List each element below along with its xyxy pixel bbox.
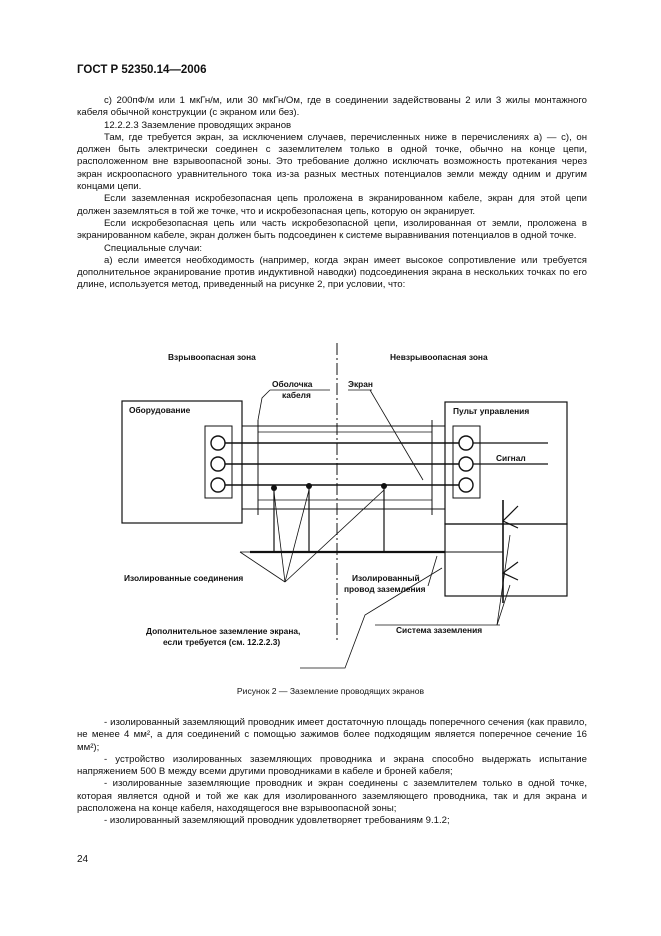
cable-sheath-label-1: Оболочка: [272, 379, 313, 389]
section-heading: 12.2.2.3 Заземление проводящих экранов: [104, 119, 292, 131]
insulated-wire-label-1: Изолированный: [352, 573, 420, 583]
cable-sheath-label-2: кабеля: [282, 390, 311, 400]
shield-label: Экран: [348, 379, 373, 389]
terminal: [211, 436, 225, 450]
paragraph: а) если имеется необходимость (например, когда экран имеет высокое сопротивление или требуется дополнительное экранирование против индуктивной наводки) подсоединения экрана в нескольких точках по его длине, используется метод, приведенный на рисунке 2, при условии, что:: [77, 254, 587, 291]
zone-hazardous-label: Взрывоопасная зона: [168, 352, 256, 362]
insulated-wire-label-2: провод заземления: [344, 584, 426, 594]
extra-grounding-label-1: Дополнительное заземление экрана,: [146, 626, 301, 636]
insulated-connections-label: Изолированные соединения: [124, 573, 244, 583]
list-item: - изолированный заземляющий проводник удовлетворяет требованиям 9.1.2;: [104, 815, 450, 827]
page-number: 24: [77, 854, 89, 865]
paragraph: Если искробезопасная цепь или часть искробезопасной цепи, изолированная от земли, проложена в экранированном кабеле, экран должен быть подсоединен к системе выравнивания потенциалов в одной точке.: [77, 217, 587, 242]
paragraph: с) 200пФ/м или 1 мкГн/м, или 30 мкГн/Ом, где в соединении задействованы 2 или 3 жилы монтажного кабеля обычной конструкции (с экраном или без).: [77, 95, 587, 119]
equipment-label: Оборудование: [129, 405, 191, 415]
list-item: - изолированный заземляющий проводник имеет достаточную площадь поперечного сечения (как правило, не менее 4 мм², а для соединений с помощью зажимов более подходящим является поперечное сечение 16 мм²);: [77, 717, 587, 753]
terminal: [211, 457, 225, 471]
control-panel-label: Пульт управления: [453, 406, 530, 416]
grounding-system-label: Система заземления: [396, 625, 483, 635]
list-item: - изолированные заземляющие проводник и экран соединены с заземлителем только в одной точке, которая является одной и той же как для изолированного заземляющего проводника, так и для экрана и расположена на конце кабеля, находящегося вне взрывоопасной зоны;: [77, 778, 587, 815]
paragraph: Если заземленная искробезопасная цепь проложена в экранированном кабеле, экран для этой цепи должен заземляться в той же точке, что и искробезопасная цепь, которую он экранирует.: [77, 193, 587, 217]
terminal: [459, 457, 473, 471]
terminal: [459, 478, 473, 492]
equipment-terminal-block: [205, 426, 232, 498]
terminal: [459, 436, 473, 450]
extra-grounding-label-2: если требуется (см. 12.2.2.3): [163, 637, 281, 647]
document-header: ГОСТ Р 52350.14—2006: [77, 64, 207, 76]
terminal: [211, 478, 225, 492]
list-item: - устройство изолированных заземляющих проводника и экрана способно выдержать испытание напряжением 500 В между всеми другими проводниками в кабеле и броней кабеля;: [77, 753, 587, 778]
signal-label: Сигнал: [496, 453, 526, 463]
figure-caption: Рисунок 2 — Заземление проводящих экранов: [236, 686, 425, 696]
paragraph: Специальные случаи:: [104, 242, 202, 254]
control-panel-box: [445, 402, 567, 524]
zone-safe-label: Невзрывоопасная зона: [390, 352, 488, 362]
panel-terminal-block: [453, 426, 480, 498]
paragraph: Там, где требуется экран, за исключением случаев, перечисленных ниже в перечислениях а) — с), он должен быть электрически соединен с заземлителем только в одной точке, обычно на конце цепи, расположенном вне взрывоопасной зоны. Это требование должно исключать возможность протекания через экран искроопасного уравнительного тока из-за разных местных потенциалов земли между одним и другим концами цепи.: [77, 131, 587, 193]
body-text-bottom: [77, 717, 587, 828]
